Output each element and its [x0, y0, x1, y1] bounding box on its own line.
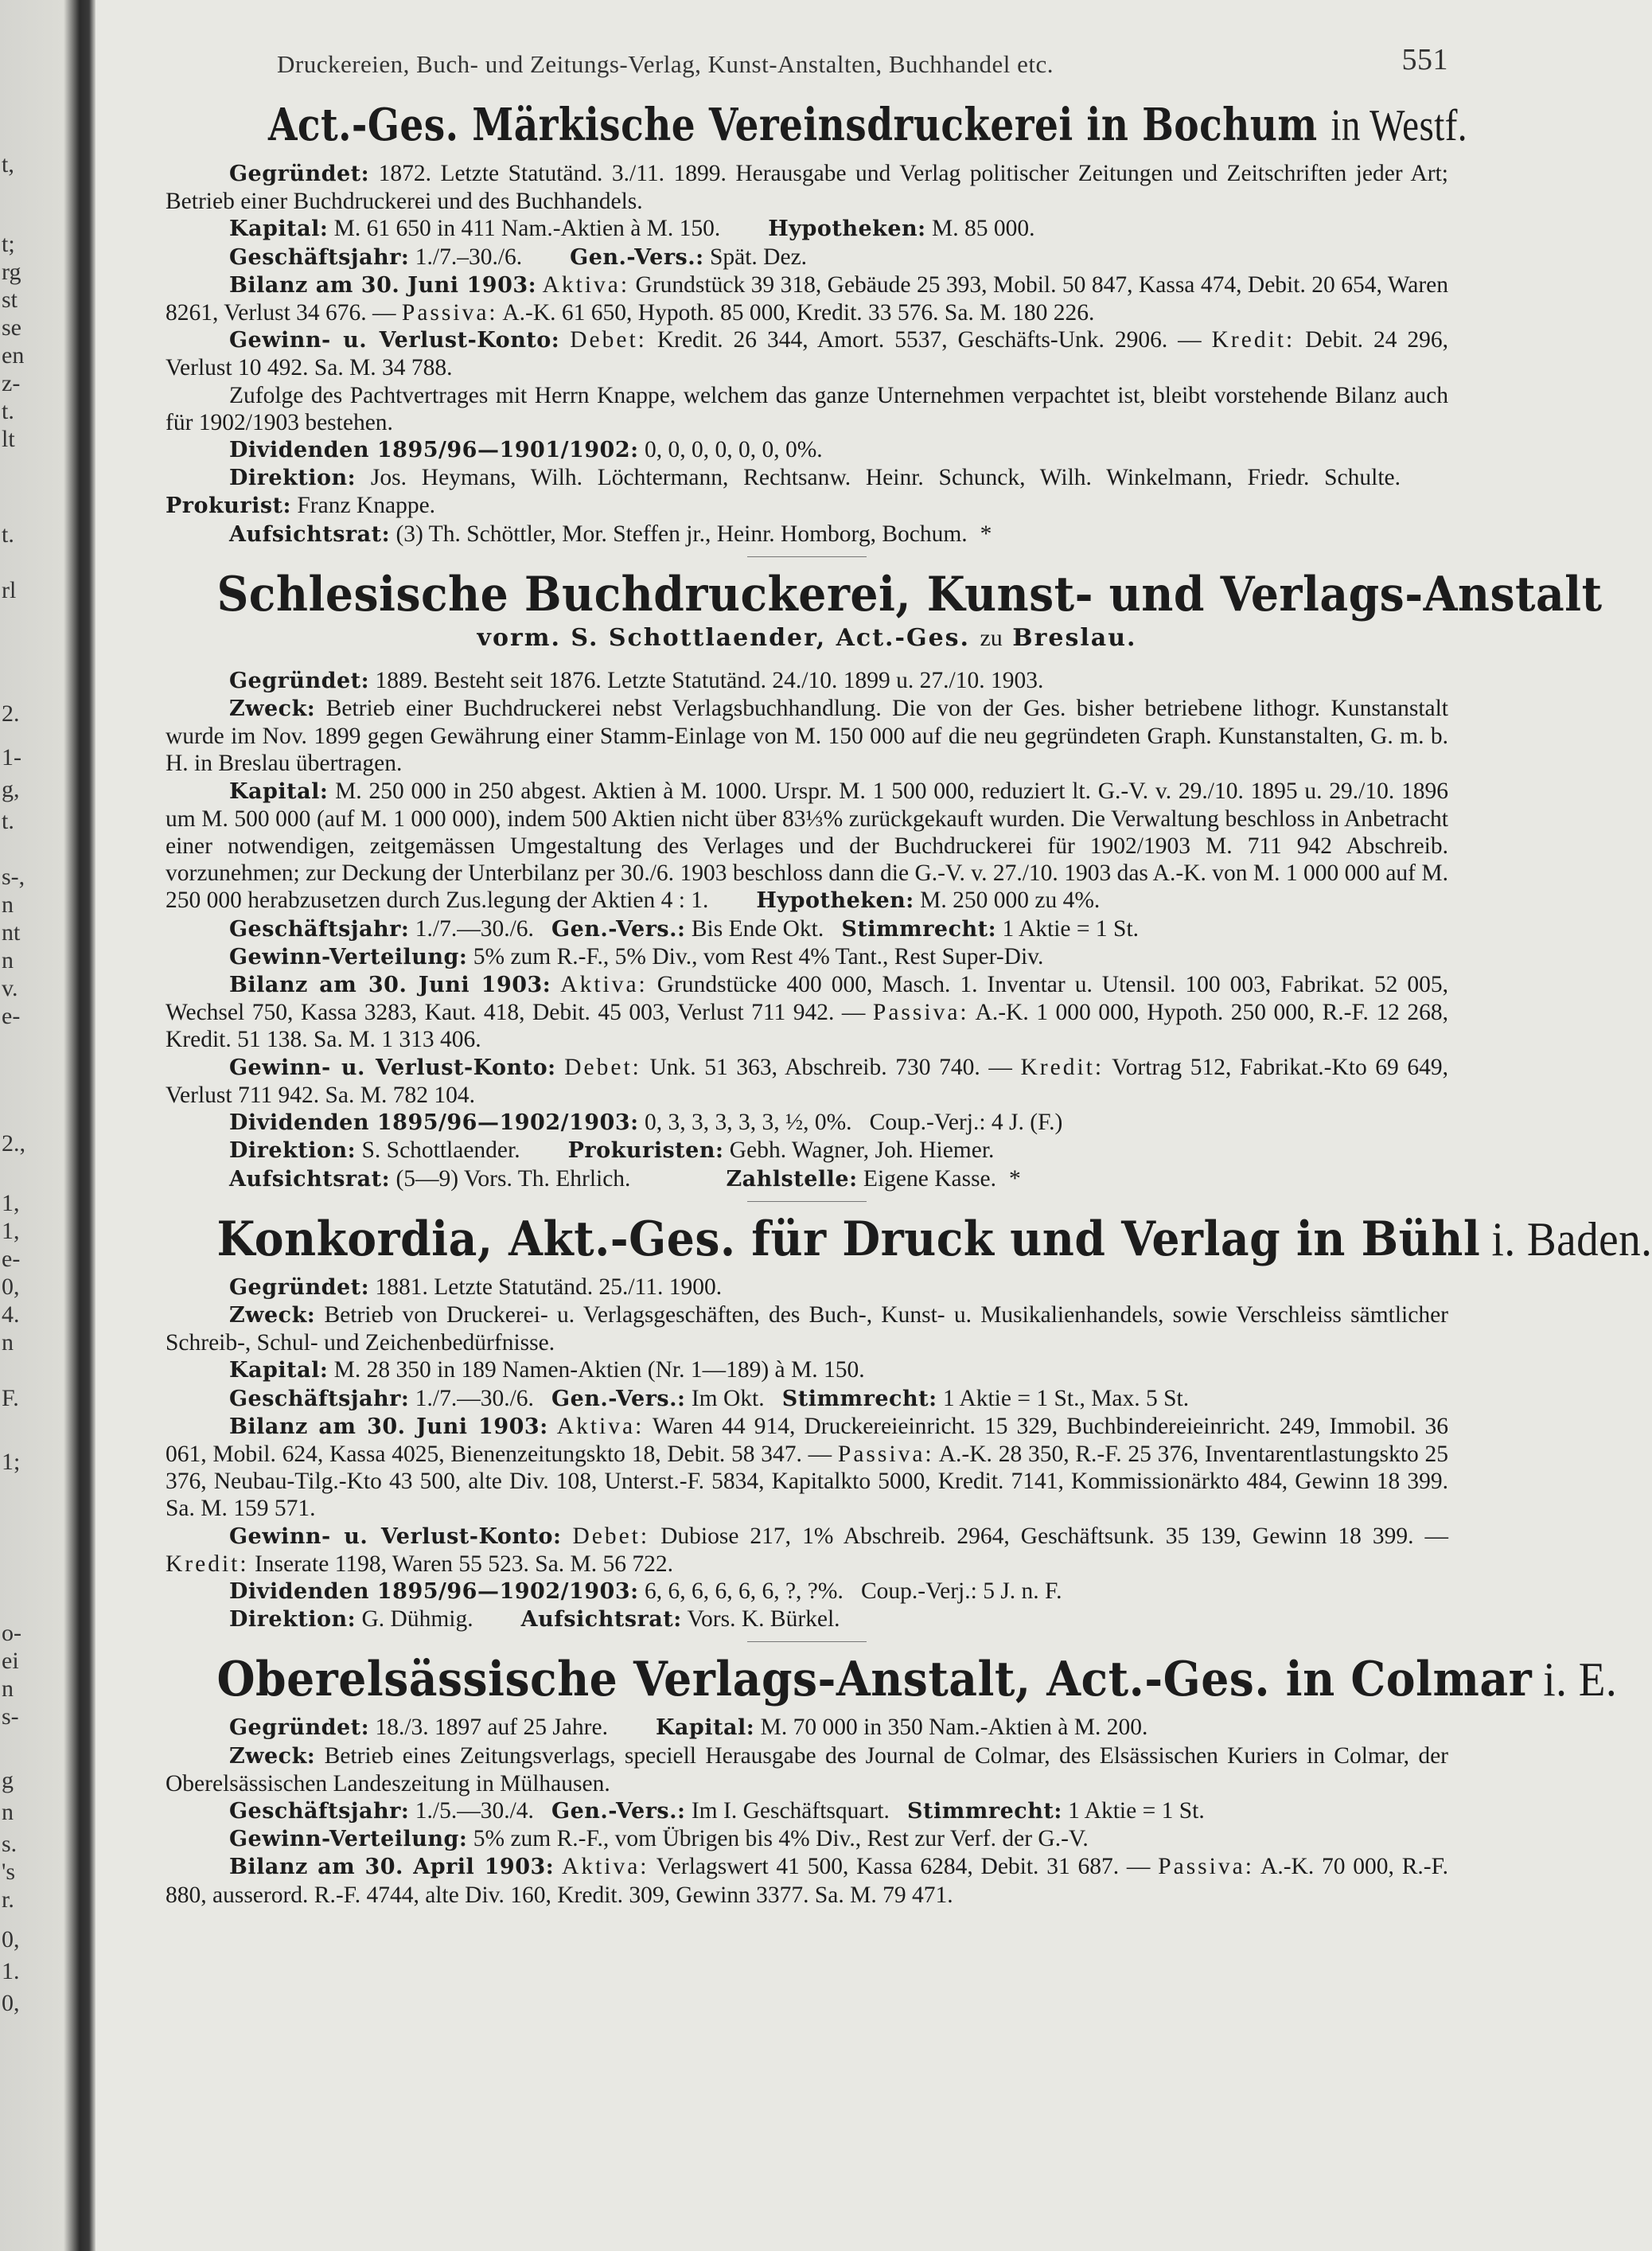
adjacent-page-fragment: rl: [2, 577, 17, 603]
adjacent-page-fragment: 2.: [2, 700, 20, 727]
bilanz-line: Bilanz am 30. Juni 1903: Aktiva: Waren 44 914, Druckereieinricht. 15 329, Buchbindereieinricht. 249, Immobil. 36 061, Mobil. 624, Kassa 4025, Bienenzeitungskto 18, Debit. 58 347. — Passiva: A.-K. 28 350, R.-F. 25 376, Inventarentlastungskto 25 376, Neubau-Tilg.-Kto 43 500, alte Div. 108, Unterst.-F. 5834, Kapitalkto 5000, Kredit. 7141, Kommissionärkto 484, Gewinn 18 399. Sa. M. 159 571.: [166, 1413, 1449, 1522]
section-divider: [747, 556, 867, 557]
adjacent-page-fragment: 0,: [2, 1274, 20, 1300]
guv-line: Gewinn- u. Verlust-Konto: Debet: Unk. 51 363, Abschreib. 730 740. — Kredit: Vortrag 512, Fabrikat.-Kto 69 649, Verlust 711 942. Sa. M. 782 104.: [166, 1054, 1449, 1108]
running-head-text: Druckereien, Buch- und Zeitungs-Verlag, Kunst-Anstalten, Buchhandel etc.: [277, 50, 1054, 78]
adjacent-page-fragment: 's: [2, 1859, 16, 1885]
adjacent-page-fragment: 1;: [2, 1449, 21, 1475]
zweck-line: Zweck: Betrieb von Druckerei- u. Verlagsgeschäften, des Buch-, Kunst- u. Musikalienhandels, sowie Verschleiss sämtlicher Schreib-, Schul- und Zeichenbedürfnisse.: [166, 1301, 1449, 1356]
bilanz-line: Bilanz am 30. April 1903: Aktiva: Verlagswert 41 500, Kassa 6284, Debit. 31 687. — Passiva: A.-K. 70 000, R.-F. 880, ausserord. R.-F. 4744, alte Div. 160, Kredit. 309, Gewinn 3377. Sa. M. 79 471.: [166, 1854, 1448, 1908]
adjacent-page-fragment: 2.,: [2, 1130, 25, 1157]
adjacent-page-fragment: e-: [2, 1246, 21, 1272]
adjacent-page-fragment: 1,: [2, 1190, 20, 1216]
entry-title: Konkordia, Akt.-Ges. für Druck und Verlag in Bühl i. Baden.: [216, 1211, 1652, 1267]
adjacent-page-fragment: 0,: [2, 1990, 20, 2016]
entry-konkordia: [166, 1211, 1652, 1634]
page: [166, 43, 1652, 1909]
adjacent-page-fragment: t;: [2, 231, 15, 257]
guv-line: Gewinn- u. Verlust-Konto: Debet: Kredit. 26 344, Amort. 5537, Geschäfts-Unk. 2906. — Kredit: Debit. 24 296, Verlust 10 492. Sa. M. 34 788.: [166, 327, 1449, 381]
direktion-line: Direktion: S. Schottlaender. Prokuristen: Gebh. Wagner, Joh. Hiemer.: [229, 1137, 995, 1164]
adjacent-page-fragment: 4.: [2, 1301, 20, 1328]
adjacent-page-fragment: t.: [2, 398, 14, 424]
adjacent-page-fragment: se: [2, 314, 21, 341]
footnote-star: *: [980, 521, 992, 547]
adjacent-page-fragment: o-: [2, 1620, 21, 1646]
gegruendet-line: Gegründet: 1872. Letzte Statutänd. 3./11. 1899. Herausgabe und Verlag politischer Zeitungen und Zeitschriften jeder Art; Betrieb einer Buchdruckerei und des Buchhandels.: [166, 161, 1448, 215]
section-divider: [747, 1201, 867, 1202]
adjacent-page-fragment: t.: [2, 808, 14, 834]
adjacent-page-fragment: rg: [2, 259, 21, 285]
adjacent-page-fragment: nt: [2, 919, 21, 946]
adjacent-page-fragment: z-: [2, 370, 21, 396]
geschaeftsjahr-line: Geschäftsjahr: 1./7.—30./6. Gen.-Vers.: Im Okt. Stimmrecht: 1 Aktie = 1 St., Max. 5 St.: [229, 1385, 1190, 1411]
kapital-line: Kapital: M. 250 000 in 250 abgest. Aktien à M. 1000. Urspr. M. 1 500 000, reduziert lt. G.-V. v. 29./10. 1895 u. 29./10. 1896 um M. 500 000 (auf M. 1 000 000), indem 500 Aktien nicht über 83⅓% zurückgekauft wurden. Die Verwaltung beschloss in Anbetracht einer notwendigen, zeitgemässen Umgestaltung des Verlages und der Buchdruckerei für 1902/1903 M. 711 942 Abschreib. vorzunehmen; zur Deckung der Unterbilanz per 30./6. 1903 beschloss dann die G.-V. v. 27./10. 1903 das A.-K. von M. 1 000 000 auf M. 250 000 herabzusetzen durch Zus.legung der Aktien 4 : 1. Hypotheken: M. 250 000 zu 4%.: [166, 778, 1448, 914]
guv-line: Gewinn- u. Verlust-Konto: Debet: Dubiose 217, 1% Abschreib. 2964, Geschäftsunk. 35 139, Gewinn 18 399. — Kredit: Inserate 1198, Waren 55 523. Sa. M. 56 722.: [166, 1523, 1448, 1577]
adjacent-page-fragment: n: [2, 1676, 14, 1702]
entry-oberelsaessische-verlags-anstalt: [166, 1652, 1618, 1908]
adjacent-page-fragment: ei: [2, 1648, 19, 1674]
adjacent-page-fragment: v.: [2, 975, 18, 1001]
adjacent-page-fragment: s-: [2, 1703, 19, 1730]
adjacent-page-fragment: 1-: [2, 744, 21, 770]
bilanz-line: Bilanz am 30. Juni 1903: Aktiva: Grundstücke 400 000, Masch. 1. Inventar u. Utensil. 100 003, Fabrikat. 52 005, Wechsel 750, Kassa 3283, Kaut. 418, Debit. 45 003, Verlust 711 942. — Passiva: A.-K. 1 000 000, Hypoth. 250 000, R.-F. 12 268, Kredit. 51 138. Sa. M. 1 313 406.: [166, 972, 1449, 1053]
dividenden-line: Dividenden 1895/96—1902/1903: 6, 6, 6, 6, 6, 6, ?, ?%. Coup.-Verj.: 5 J. n. F.: [229, 1578, 1062, 1604]
adjacent-page-fragments: [0, 0, 76, 2251]
geschaeftsjahr-line: Geschäftsjahr: 1./7.–30./6. Gen.-Vers.: Spät. Dez.: [229, 244, 808, 270]
bilanz-line: Bilanz am 30. Juni 1903: Aktiva: Grundstück 39 318, Gebäude 25 393, Mobil. 50 847, Kassa 474, Debit. 20 654, Waren 8261, Verlust 34 676. — Passiva: A.-K. 61 650, Hypoth. 85 000, Kredit. 33 576. Sa. M. 180 226.: [166, 271, 1449, 326]
adjacent-page-fragment: n: [2, 947, 14, 973]
entry-schlesische-buchdruckerei: [166, 566, 1603, 1193]
adjacent-page-fragment: t.: [2, 521, 14, 548]
entry-subtitle: vorm. S. Schottlaender, Act.-Ges. zu Breslau.: [477, 623, 1137, 652]
running-head: [166, 43, 1448, 94]
adjacent-page-fragment: t,: [2, 151, 14, 178]
adjacent-page-fragment: st: [2, 287, 18, 313]
adjacent-page-fragment: 1.: [2, 1958, 20, 1984]
gegruendet-line: Gegründet: 1889. Besteht seit 1876. Letzte Statutänd. 24./10. 1899 u. 27./10. 1903.: [229, 667, 1044, 693]
adjacent-page-fragment: g,: [2, 776, 20, 802]
gewinnverteilung-line: Gewinn-Verteilung: 5% zum R.-F., vom Übrigen bis 4% Div., Rest zur Verf. der G.-V.: [229, 1826, 1089, 1852]
adjacent-page-fragment: n: [2, 1799, 14, 1825]
adjacent-page-fragment: en: [2, 342, 25, 369]
entry-title: Oberelsässische Verlags-Anstalt, Act.-Ges. in Colmar i. E.: [216, 1652, 1618, 1708]
adjacent-page-fragment: n: [2, 1329, 14, 1356]
adjacent-page-fragment: e-: [2, 1003, 21, 1029]
adjacent-page-fragment: s.: [2, 1831, 18, 1857]
aufsichtsrat-line: Aufsichtsrat: (3) Th. Schöttler, Mor. Steffen jr., Heinr. Homborg, Bochum. *: [229, 521, 992, 547]
adjacent-page-fragment: 1,: [2, 1218, 20, 1244]
footnote-star: *: [1009, 1165, 1021, 1192]
dividenden-line: Dividenden 1895/96—1902/1903: 0, 3, 3, 3, 3, 3, ½, 0%. Coup.-Verj.: 4 J. (F.): [229, 1110, 1063, 1136]
adjacent-page-fragment: g: [2, 1767, 14, 1793]
geschaeftsjahr-line: Geschäftsjahr: 1./7.—30./6. Gen.-Vers.: Bis Ende Okt. Stimmrecht: 1 Aktie = 1 St.: [229, 915, 1140, 942]
entry-title: Act.-Ges. Märkische Vereinsdruckerei in Bochum in Westf.: [267, 99, 1467, 151]
entry-title: Schlesische Buchdruckerei, Kunst- und Verlags-Anstalt: [216, 566, 1603, 622]
gegruendet-line: Gegründet: 18./3. 1897 auf 25 Jahre. Kapital: M. 70 000 in 350 Nam.-Aktien à M. 200.: [229, 1715, 1148, 1741]
adjacent-page-fragment: lt: [2, 426, 15, 452]
geschaeftsjahr-line: Geschäftsjahr: 1./5.—30./4. Gen.-Vers.: Im I. Geschäftsquart. Stimmrecht: 1 Aktie = 1 St.: [229, 1797, 1205, 1824]
note-line: Zufolge des Pachtvertrages mit Herrn Knappe, welchem das ganze Unternehmen verpachtet ist, bleibt vorstehende Bilanz auch für 1902/1903 bestehen.: [166, 382, 1448, 435]
zweck-line: Zweck: Betrieb einer Buchdruckerei nebst Verlagsbuchhandlung. Die von der Ges. bisher betriebene lithogr. Kunstanstalt wurde im Nov. 1899 gegen Gewährung einer Stamm-Einlage von M. 150 000 auf die neu gegründeten Graph. Kunstanstalten, G. m. b. H. in Breslau übertragen.: [166, 696, 1448, 777]
kapital-line: Kapital: M. 61 650 in 411 Nam.-Aktien à M. 150. Hypotheken: M. 85 000.: [229, 216, 1035, 242]
adjacent-page-fragment: s-,: [2, 864, 25, 890]
section-divider: [747, 1641, 867, 1642]
direktion-line: Direktion: Jos. Heymans, Wilh. Löchtermann, Rechtsanw. Heinr. Schunck, Wilh. Winkelmann, Friedr. Schulte.Prokurist: Franz Knappe.: [166, 465, 1401, 519]
kapital-line: Kapital: M. 28 350 in 189 Namen-Aktien (Nr. 1—189) à M. 150.: [229, 1357, 865, 1383]
direktion-line: Direktion: G. Dühmig. Aufsichtsrat: Vors. K. Bürkel.: [229, 1606, 840, 1633]
adjacent-page-fragment: 0,: [2, 1926, 20, 1953]
entry-maerkische-vereinsdruckerei: [166, 99, 1467, 548]
zweck-line: Zweck: Betrieb eines Zeitungsverlags, speciell Herausgabe des Journal de Colmar, des Elsässischen Kuriers in Colmar, der Oberelsässischen Landeszeitung in Mülhausen.: [166, 1742, 1449, 1797]
page-number: 551: [1401, 43, 1448, 76]
gegruendet-line: Gegründet: 1881. Letzte Statutänd. 25./11. 1900.: [229, 1274, 723, 1300]
adjacent-page-fragment: n: [2, 891, 14, 918]
dividenden-line: Dividenden 1895/96—1901/1902: 0, 0, 0, 0, 0, 0, 0%.: [229, 437, 823, 463]
aufsichtsrat-line: Aufsichtsrat: (5—9) Vors. Th. Ehrlich. Zahlstelle: Eigene Kasse. *: [229, 1165, 1021, 1192]
adjacent-page-fragment: r.: [2, 1886, 14, 1913]
adjacent-page-fragment: F.: [2, 1385, 19, 1411]
gewinnverteilung-line: Gewinn-Verteilung: 5% zum R.-F., 5% Div., vom Rest 4% Tant., Rest Super-Div.: [229, 943, 1044, 969]
